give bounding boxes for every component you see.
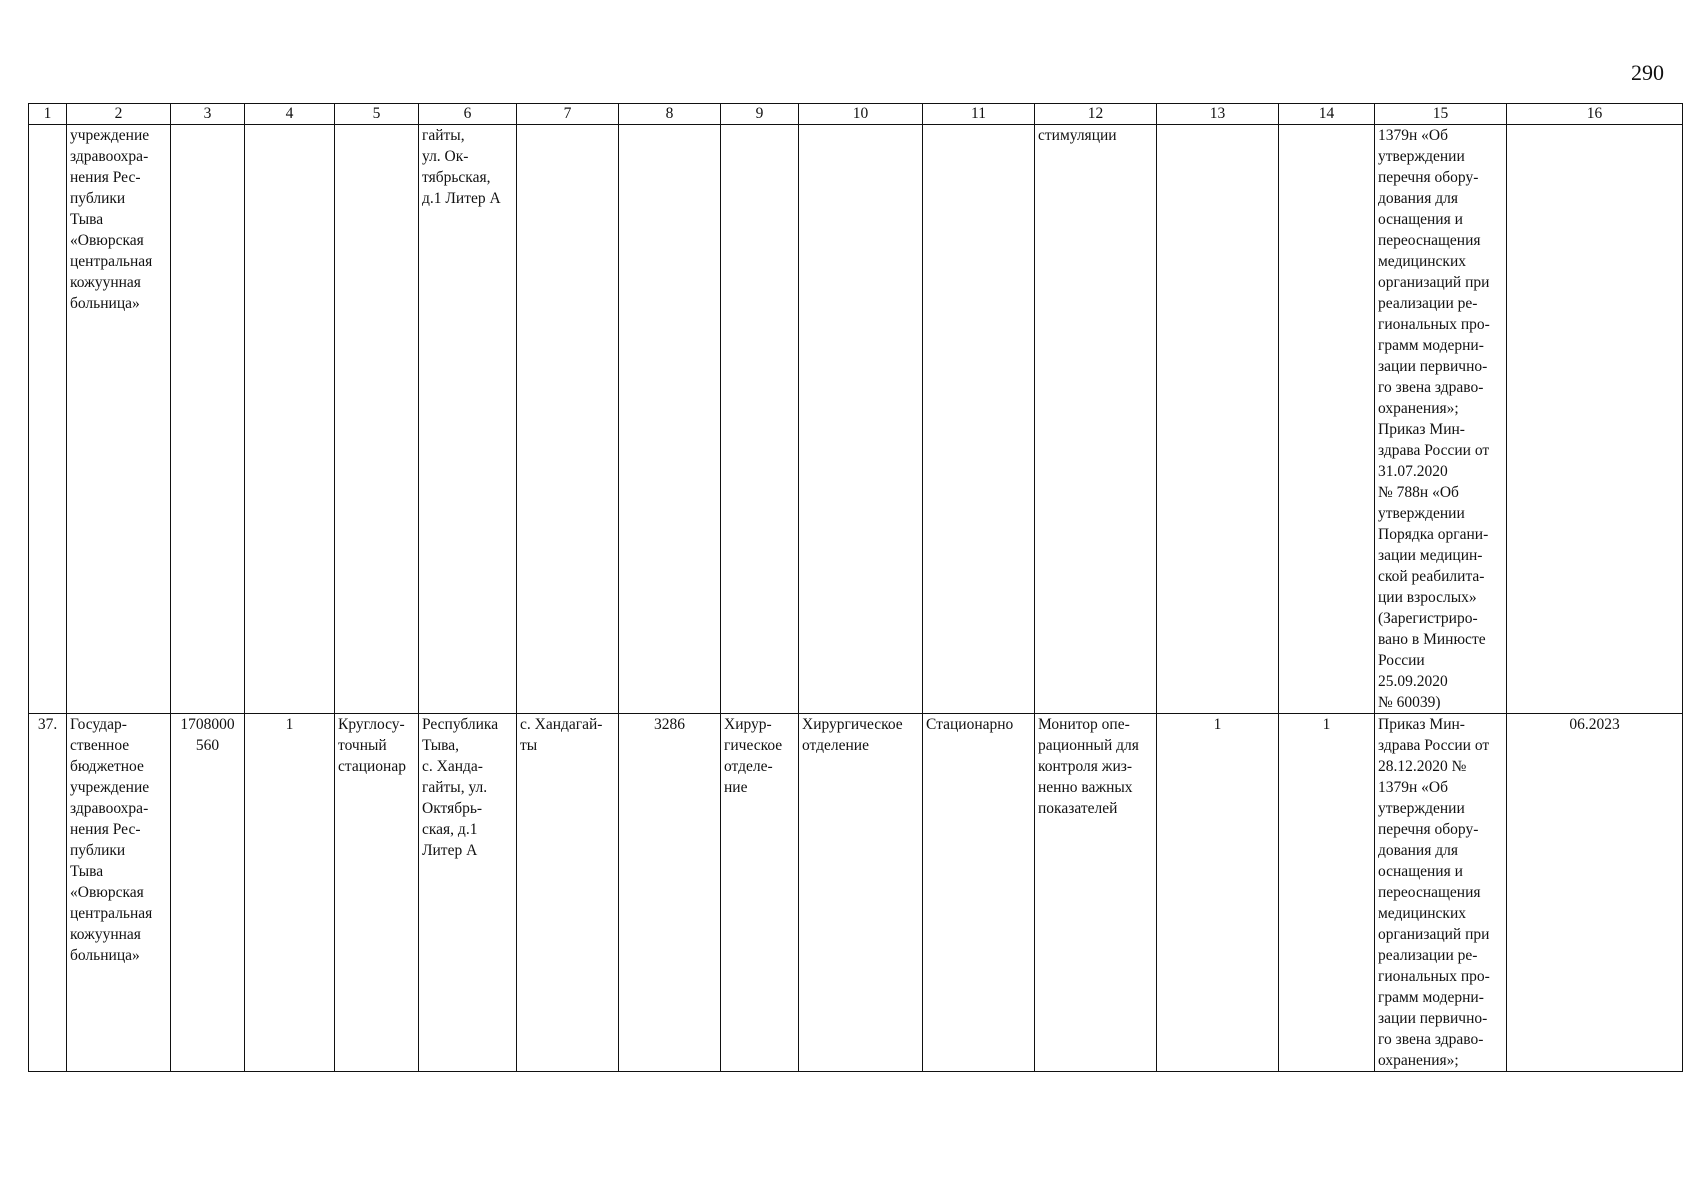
cell-row-number [29, 125, 67, 714]
cell-date [1507, 125, 1683, 714]
cell-quantity-planned: 1 [1279, 714, 1375, 1072]
header-cell: 11 [923, 104, 1035, 125]
cell-date: 06.2023 [1507, 714, 1683, 1072]
cell-locality [517, 125, 619, 714]
cell-care-mode: Стационарно [923, 714, 1035, 1072]
table-row-37 [29, 714, 1683, 1072]
header-cell: 16 [1507, 104, 1683, 125]
header-cell: 5 [335, 104, 419, 125]
header-cell: 3 [171, 104, 245, 125]
header-cell: 9 [721, 104, 799, 125]
cell-organization: учреждение здравоохра- нения Рес- публики Тыва «Овюрская центральная кожуунная больница» [67, 125, 171, 714]
cell-population [619, 125, 721, 714]
header-cell: 1 [29, 104, 67, 125]
cell-equipment: Монитор опе- рационный для контроля жиз- ненно важных показателей [1035, 714, 1157, 1072]
cell-code: 1708000 560 [171, 714, 245, 1072]
table-row-continued [29, 125, 1683, 714]
cell-legal-basis: 1379н «Об утверждении перечня обору- дования для оснащения и переоснащения медицинских организаций при реализации ре- гиональных про- грамм модерни- зации первично- го звена здраво- охранения»; Приказ Мин- здрава России от 31.07.2020 № 788н «Об утверждении Порядка органи- зации медицин- ской реабилита- ции взрослых» (Зарегистриро- вано в Минюсте России 25.09.2020 № 60039) [1375, 125, 1507, 714]
header-cell: 6 [419, 104, 517, 125]
cell-col4: 1 [245, 714, 335, 1072]
cell-locality: с. Хандагай- ты [517, 714, 619, 1072]
cell-equipment: стимуляции [1035, 125, 1157, 714]
header-cell: 14 [1279, 104, 1375, 125]
cell-col4 [245, 125, 335, 714]
cell-facility-type: Круглосу- точный стационар [335, 714, 419, 1072]
equipment-table [28, 103, 1683, 1072]
header-row [29, 104, 1683, 125]
cell-address: гайты, ул. Ок- тябрьская, д.1 Литер А [419, 125, 517, 714]
cell-department: Хирур- гическое отделе- ние [721, 714, 799, 1072]
cell-quantity [1157, 125, 1279, 714]
cell-population: 3286 [619, 714, 721, 1072]
cell-organization: Государ- ственное бюджетное учреждение здравоохра- нения Рес- публики Тыва «Овюрская центральная кожуунная больница» [67, 714, 171, 1072]
header-cell: 7 [517, 104, 619, 125]
cell-row-number: 37. [29, 714, 67, 1072]
cell-facility-type [335, 125, 419, 714]
cell-address: Республика Тыва, с. Ханда- гайты, ул. Октябрь- ская, д.1 Литер А [419, 714, 517, 1072]
cell-quantity-planned [1279, 125, 1375, 714]
cell-department-name [799, 125, 923, 714]
cell-quantity: 1 [1157, 714, 1279, 1072]
cell-department-name: Хирургическое отделение [799, 714, 923, 1072]
cell-code [171, 125, 245, 714]
header-cell: 15 [1375, 104, 1507, 125]
header-cell: 10 [799, 104, 923, 125]
header-cell: 13 [1157, 104, 1279, 125]
header-cell: 2 [67, 104, 171, 125]
header-cell: 4 [245, 104, 335, 125]
page-number: 290 [1631, 60, 1664, 85]
cell-department [721, 125, 799, 714]
cell-legal-basis: Приказ Мин- здрава России от 28.12.2020 № 1379н «Об утверждении перечня обору- дования для оснащения и переоснащения медицинских организаций при реализации ре- гиональных про- грамм модерни- зации первично- го звена здраво- охранения»; [1375, 714, 1507, 1072]
header-cell: 12 [1035, 104, 1157, 125]
header-cell: 8 [619, 104, 721, 125]
cell-care-mode [923, 125, 1035, 714]
